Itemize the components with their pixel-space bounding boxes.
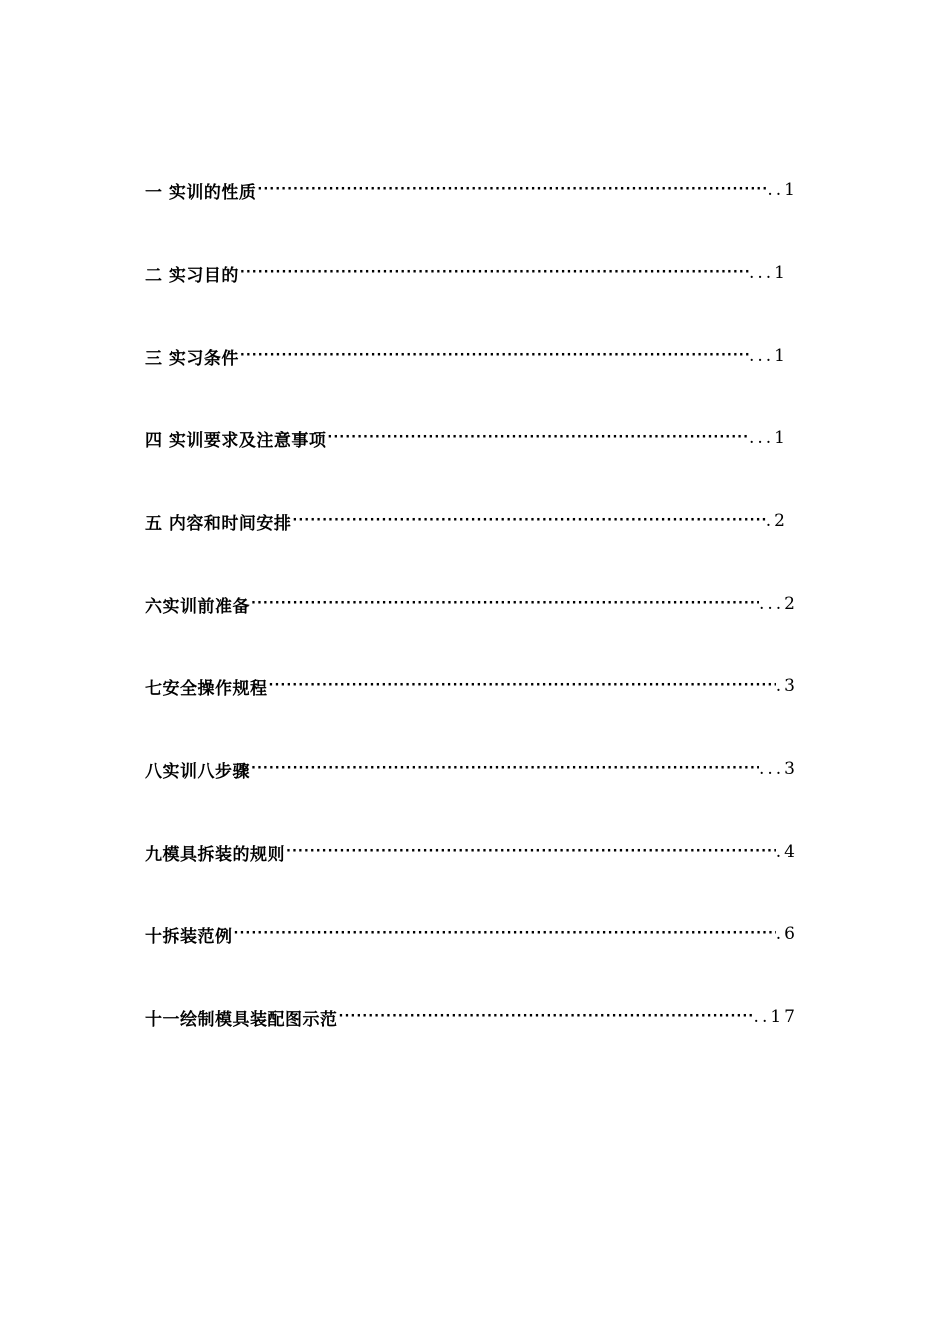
- toc-page-number: ...2: [758, 594, 798, 614]
- toc-entry-10: [145, 921, 798, 947]
- toc-dot-leader: [240, 343, 749, 369]
- toc-entry-9: [145, 839, 798, 865]
- toc-entry-title: 七安全操作规程: [145, 678, 268, 699]
- toc-page-number: ...3: [758, 759, 798, 779]
- toc-dot-leader: [251, 591, 759, 617]
- toc-dot-leader: [234, 921, 776, 947]
- toc-entry-title: 十拆装范例: [145, 926, 233, 947]
- toc-entry-4: [145, 425, 788, 451]
- toc-page-number: ..17: [753, 1007, 798, 1027]
- toc-page-number: .4: [775, 842, 798, 862]
- toc-dot-leader: [257, 177, 767, 203]
- toc-entry-title: 五 内容和时间安排: [145, 513, 292, 534]
- toc-entry-title: 三 实习条件: [145, 348, 239, 369]
- toc-entry-title: 八实训八步骤: [145, 761, 250, 782]
- toc-entry-8: [145, 756, 798, 782]
- toc-entry-title: 四 实训要求及注意事项: [145, 430, 327, 451]
- toc-page-number: ..1: [767, 180, 798, 200]
- toc-entry-title: 九模具拆装的规则: [145, 844, 285, 865]
- toc-page-number: ...1: [748, 263, 788, 283]
- toc-entry-title: 二 实习目的: [145, 265, 239, 286]
- toc-entry-5: [145, 508, 788, 534]
- toc-dot-leader: [240, 260, 749, 286]
- toc-entry-1: [145, 177, 798, 203]
- toc-entry-11: [145, 1004, 798, 1030]
- toc-page-number: .2: [765, 511, 788, 531]
- toc-dot-leader: [269, 673, 776, 699]
- toc-entry-title: 一 实训的性质: [145, 182, 257, 203]
- toc-entry-6: [145, 591, 798, 617]
- toc-dot-leader: [327, 425, 749, 451]
- toc-entry-7: [145, 673, 798, 699]
- toc-entry-title: 六实训前准备: [145, 596, 250, 617]
- toc-dot-leader: [286, 839, 776, 865]
- toc-dot-leader: [251, 756, 759, 782]
- toc-dot-leader: [292, 508, 765, 534]
- toc-entry-2: [145, 260, 788, 286]
- toc-entry-title: 十一绘制模具装配图示范: [145, 1009, 338, 1030]
- toc-page-number: ...1: [748, 346, 788, 366]
- toc-page-number: ...1: [748, 428, 788, 448]
- toc-entry-3: [145, 343, 788, 369]
- toc-dot-leader: [339, 1004, 754, 1030]
- toc-page-number: .3: [775, 676, 798, 696]
- toc-page-number: .6: [775, 924, 798, 944]
